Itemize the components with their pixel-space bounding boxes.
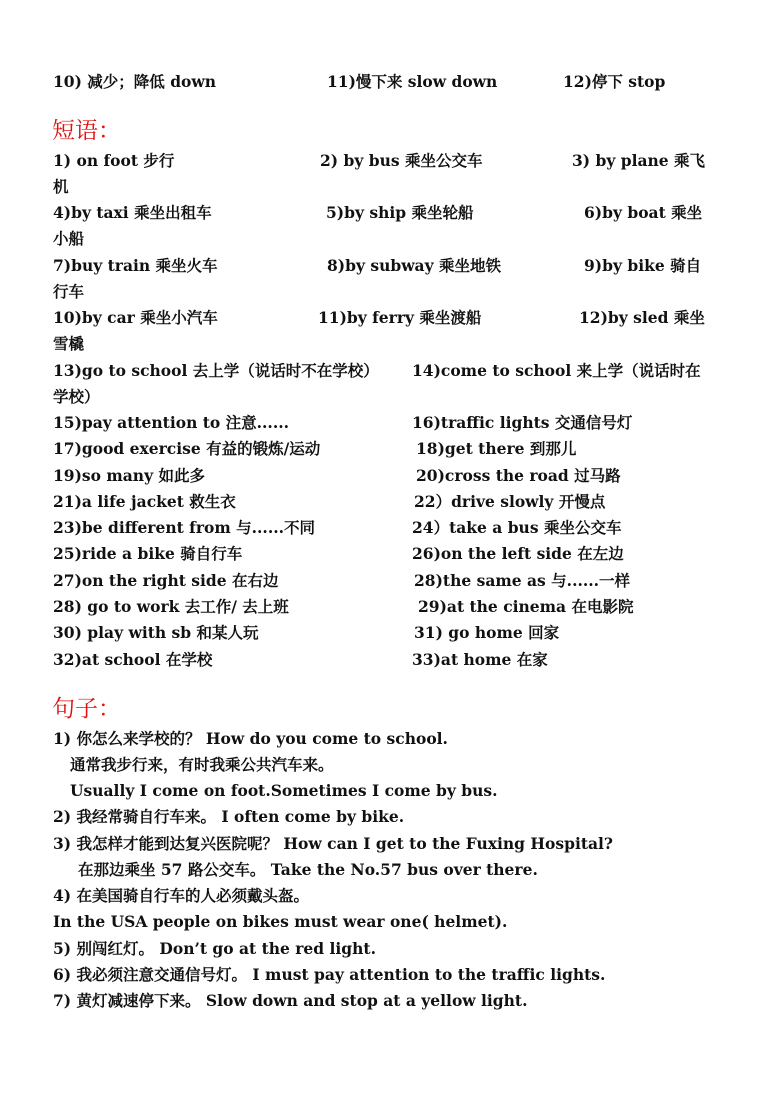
vocab-item-12: 12)停下 stop bbox=[563, 72, 666, 91]
sentence-item: 1) 你怎么来学校的？ How do you come to school. bbox=[53, 729, 448, 748]
vocab-item-11: 11)慢下来 slow down bbox=[327, 72, 498, 91]
phrase-item: 7)buy train 乘坐火车 bbox=[53, 256, 218, 275]
phrase-item: 32)at school 在学校 bbox=[53, 650, 213, 669]
phrase-item: 25)ride a bike 骑自行车 bbox=[53, 544, 243, 563]
phrase-item: 17)good exercise 有益的锻炼/运动 bbox=[53, 439, 321, 458]
phrases-heading: 短语： bbox=[52, 118, 121, 144]
phrase-item: 1) on foot 步行 bbox=[53, 151, 175, 170]
sentence-item: 5) 别闯红灯。 Don’t go at the red light. bbox=[53, 939, 376, 958]
phrase-item: 14)come to school 来上学（说话时在 bbox=[412, 361, 701, 380]
phrase-item: 16)traffic lights 交通信号灯 bbox=[412, 413, 633, 432]
phrase-item: 18)get there 到那儿 bbox=[416, 439, 577, 458]
phrase-continuation: 行车 bbox=[53, 282, 85, 301]
phrase-item: 33)at home 在家 bbox=[412, 650, 548, 669]
phrase-item: 5)by ship 乘坐轮船 bbox=[326, 203, 474, 222]
phrase-item: 15)pay attention to 注意...... bbox=[53, 413, 290, 432]
phrase-item: 26)on the left side 在左边 bbox=[412, 544, 624, 563]
phrase-item: 8)by subway 乘坐地铁 bbox=[327, 256, 501, 275]
sentence-item: 2) 我经常骑自行车来。 I often come by bike. bbox=[53, 807, 405, 826]
phrase-item: 22）drive slowly 开慢点 bbox=[414, 492, 606, 511]
phrase-item: 24）take a bus 乘坐公交车 bbox=[412, 518, 622, 537]
sentences-heading: 句子： bbox=[52, 696, 121, 722]
sentence-item: 4) 在美国骑自行车的人必须戴头盔。 bbox=[53, 886, 310, 905]
phrase-item: 20)cross the road 过马路 bbox=[416, 466, 621, 485]
phrase-item: 21)a life jacket 救生衣 bbox=[53, 492, 236, 511]
sentence-item: 6) 我必须注意交通信号灯。 I must pay attention to the traffic lights. bbox=[53, 965, 606, 984]
sentence-item: 通常我步行来，有时我乘公共汽车来。 bbox=[70, 755, 334, 774]
phrase-item: 9)by bike 骑自 bbox=[584, 256, 702, 275]
sentence-item: 7) 黄灯减速停下来。 Slow down and stop at a yellow light. bbox=[53, 991, 528, 1010]
sentence-item: Usually I come on foot.Sometimes I come by bus. bbox=[70, 781, 498, 800]
phrase-item: 6)by boat 乘坐 bbox=[584, 203, 703, 222]
sentence-item: 在那边乘坐 57 路公交车。 Take the No.57 bus over there. bbox=[78, 860, 538, 879]
phrase-item: 2) by bus 乘坐公交车 bbox=[320, 151, 483, 170]
phrase-item: 29)at the cinema 在电影院 bbox=[418, 597, 634, 616]
phrase-item: 27)on the right side 在右边 bbox=[53, 571, 279, 590]
phrase-item: 11)by ferry 乘坐渡船 bbox=[318, 308, 482, 327]
phrase-item: 10)by car 乘坐小汽车 bbox=[53, 308, 218, 327]
phrase-continuation: 小船 bbox=[53, 229, 85, 248]
phrase-item: 31) go home 回家 bbox=[414, 623, 560, 642]
sentence-item: In the USA people on bikes must wear one( helmet). bbox=[53, 912, 508, 931]
phrase-item: 13)go to school 去上学（说话时不在学校） bbox=[53, 361, 379, 380]
phrase-continuation: 学校） bbox=[53, 387, 100, 406]
phrase-item: 30) play with sb 和某人玩 bbox=[53, 623, 259, 642]
phrase-item: 28)the same as 与......一样 bbox=[414, 571, 631, 590]
phrase-item: 28) go to work 去工作/ 去上班 bbox=[53, 597, 289, 616]
phrase-item: 3) by plane 乘飞 bbox=[572, 151, 706, 170]
sentence-item: 3) 我怎样才能到达复兴医院呢？ How can I get to the Fuxing Hospital? bbox=[53, 834, 614, 853]
phrase-continuation: 机 bbox=[53, 177, 69, 196]
phrase-item: 19)so many 如此多 bbox=[53, 466, 205, 485]
phrase-item: 23)be different from 与......不同 bbox=[53, 518, 316, 537]
phrase-item: 4)by taxi 乘坐出租车 bbox=[53, 203, 212, 222]
vocab-item-10: 10) 减少；降低 down bbox=[53, 72, 216, 91]
phrase-continuation: 雪橇 bbox=[53, 334, 85, 353]
phrase-item: 12)by sled 乘坐 bbox=[579, 308, 705, 327]
